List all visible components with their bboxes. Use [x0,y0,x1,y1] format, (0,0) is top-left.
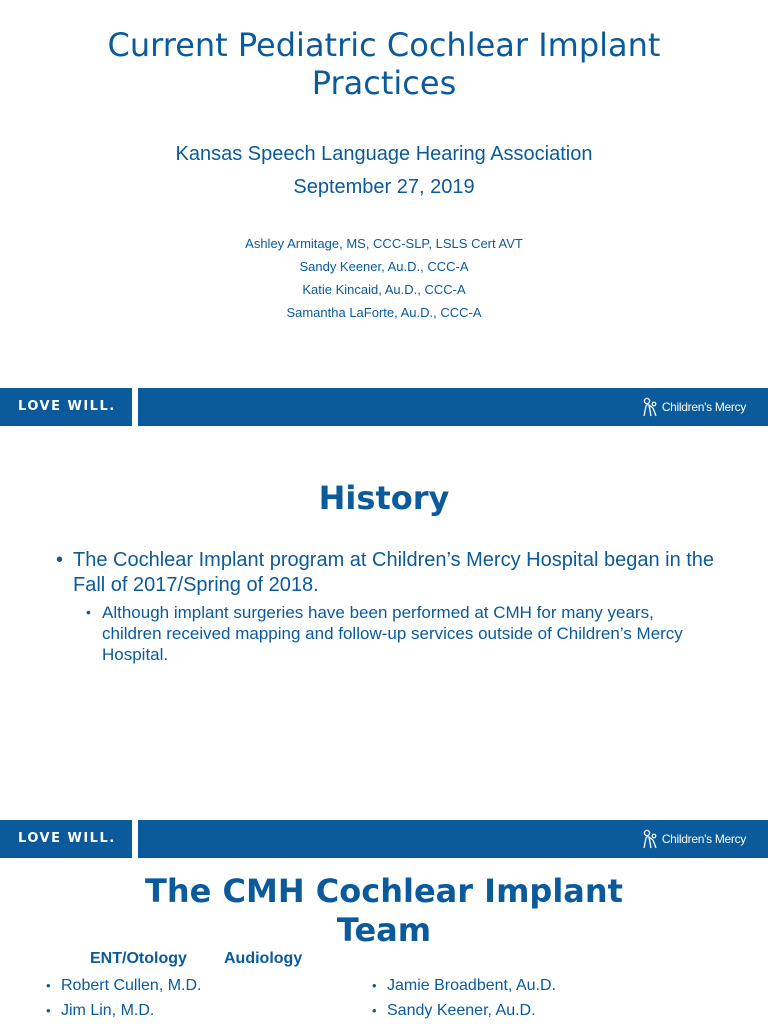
author-4: Samantha LaForte, Au.D., CCC-A [286,305,482,320]
list-item [372,973,556,998]
subtitle [0,138,768,204]
audiology-member-list [372,973,556,1023]
slide-history [0,432,768,864]
author-3: Katie Kincaid, Au.D., CCC-A [302,282,466,297]
childrens-mercy-logo-icon [641,397,659,417]
bullet-dot-icon: • [46,978,51,993]
footer-tagline: LOVE WILL. [0,388,132,426]
team-title-line-2: Team [336,911,432,949]
bullet-dot-icon: • [372,1003,377,1018]
logo-text: Children's Mercy [661,400,746,414]
author-2: Sandy Keener, Au.D., CCC-A [299,259,469,274]
footer-bar [0,820,768,858]
slide-team [0,864,768,1024]
footer-logo [641,828,746,850]
footer-bar [0,388,768,426]
slide-title-history: History [318,479,450,517]
bullet-dot-icon: • [86,604,91,620]
ent-member-list [46,973,202,1023]
audiology-heading: Audiology [224,950,303,967]
footer-logo [641,396,746,418]
title-line-1: Current Pediatric Cochlear Implant [107,26,661,64]
organization-name: Kansas Speech Language Hearing Association [175,143,593,165]
member-name: Robert Cullen, M.D. [61,977,202,994]
footer-band [138,820,768,858]
author-list [0,232,768,324]
member-name: Jim Lin, M.D. [61,1002,155,1019]
bullet-dot-icon: • [56,549,64,571]
presentation-date: September 27, 2019 [293,176,475,198]
team-title-line-1: The CMH Cochlear Implant [145,872,623,910]
bullet-text: The Cochlear Implant program at Children’s Mercy Hospital began in the Fall of 2017/Spring of 2018. [73,549,715,596]
logo-text: Children's Mercy [661,832,746,846]
slide-title [0,0,768,432]
author-1: Ashley Armitage, MS, CCC-SLP, LSLS Cert AVT [245,236,523,251]
ent-heading: ENT/Otology [90,950,187,967]
list-item [46,998,202,1023]
bullet-dot-icon: • [46,1003,51,1018]
footer-band [138,388,768,426]
footer-tagline: LOVE WILL. [0,820,132,858]
member-name: Jamie Broadbent, Au.D. [387,977,556,994]
sub-bullet-services [86,602,686,665]
sub-bullet-text: Although implant surgeries have been performed at CMH for many years, children received mapping and follow-up services outside of Children’s Mercy Hospital. [102,603,683,664]
title-line-2: Practices [311,64,457,102]
childrens-mercy-logo-icon [641,829,659,849]
list-item [46,973,202,998]
presentation-title [0,26,768,102]
slide-title-team [0,872,768,950]
bullet-dot-icon: • [372,978,377,993]
bullet-program-start [56,548,716,598]
member-name: Sandy Keener, Au.D. [387,1002,536,1019]
list-item [372,998,556,1023]
